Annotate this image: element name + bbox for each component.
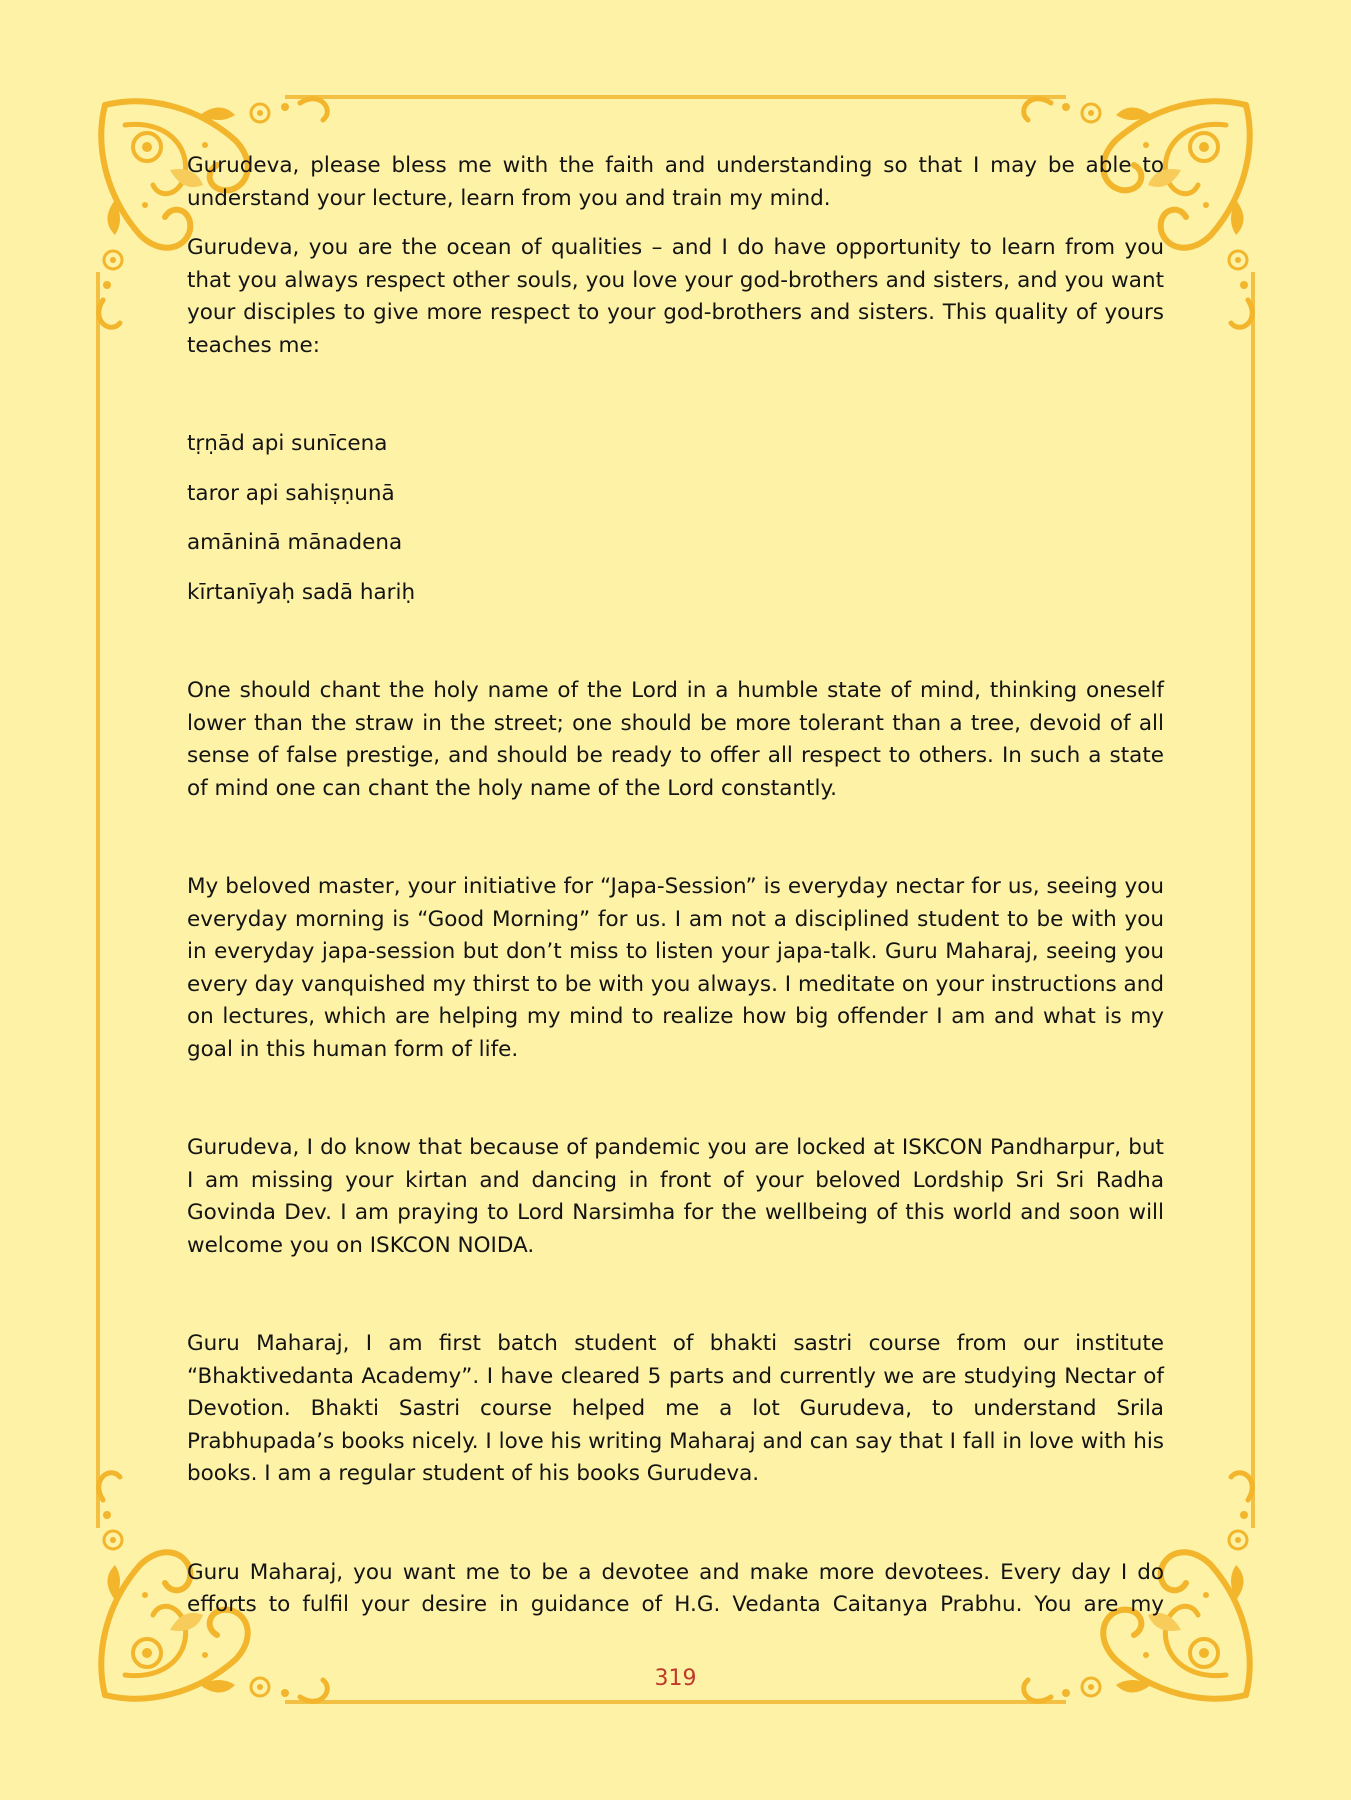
- verse-line: kīrtanīyaḥ sadā hariḥ: [187, 579, 416, 605]
- verse-line: tṛṇād api sunīcena: [187, 431, 388, 456]
- paragraph-translation: One should chant the holy name of the Lord in a humble state of mind, thinking oneself lower than the straw in the street; one should be more tolerant than a tree, devoid of all sense of false prestige, and should be ready to offer all respect to others. In such a state of mind one can chant the holy name of the Lord constantly.: [187, 678, 1164, 801]
- paragraph-blessing: Gurudeva, please bless me with the faith and understanding so that I may be able to understand your lecture, learn from you and train my mind.: [187, 153, 1164, 211]
- verse-block: [187, 428, 1164, 609]
- verse-line: amāninā mānadena: [187, 530, 403, 555]
- paragraph-japa-session: My beloved master, your initiative for “Japa-Session” is everyday nectar for us, seeing you everyday morning is “Good Morning” for us. I am not a disciplined student to be with you in everyday japa-session but don’t miss to listen your japa-talk. Guru Maharaj, seeing you every day vanquished my thirst to be with you always. I meditate on your instructions and on lectures, which are helping my mind to realize how big offender I am and what is my goal in this human form of life.: [187, 874, 1164, 1062]
- page-content: [187, 150, 1164, 1622]
- verse-line: taror api sahiṣṇunā: [187, 480, 395, 506]
- paragraph-qualities: Gurudeva, you are the ocean of qualities – and I do have opportunity to learn from you that you always respect other souls, you love your god-brothers and sisters, and you want your disciples to give more respect to your god-brothers and sisters. This quality of yours teaches me:: [187, 235, 1164, 358]
- paragraph-bhakti-sastri: Guru Maharaj, I am first batch student of bhakti sastri course from our institute “Bhaktivedanta Academy”. I have cleared 5 parts and currently we are studying Nectar of Devotion. Bhakti Sastri course helped me a lot Gurudeva, to understand Srila Prabhupada’s books nicely. I love his writing Maharaj and can say that I fall in love with his books. I am a regular student of his books Gurudeva.: [187, 1331, 1164, 1486]
- paragraph-pandemic: Gurudeva, I do know that because of pandemic you are locked at ISKCON Pandharpur, but I am missing your kirtan and dancing in front of your beloved Lordship Sri Sri Radha Govinda Dev. I am praying to Lord Narsimha for the wellbeing of this world and soon will welcome you on ISKCON NOIDA.: [187, 1135, 1164, 1258]
- paragraph-devotee: Guru Maharaj, you want me to be a devotee and make more devotees. Every day I do efforts to fulfil your desire in guidance of H.G. Vedanta Caitanya Prabhu. You are my: [187, 1559, 1164, 1617]
- page-number: 319: [654, 1666, 697, 1691]
